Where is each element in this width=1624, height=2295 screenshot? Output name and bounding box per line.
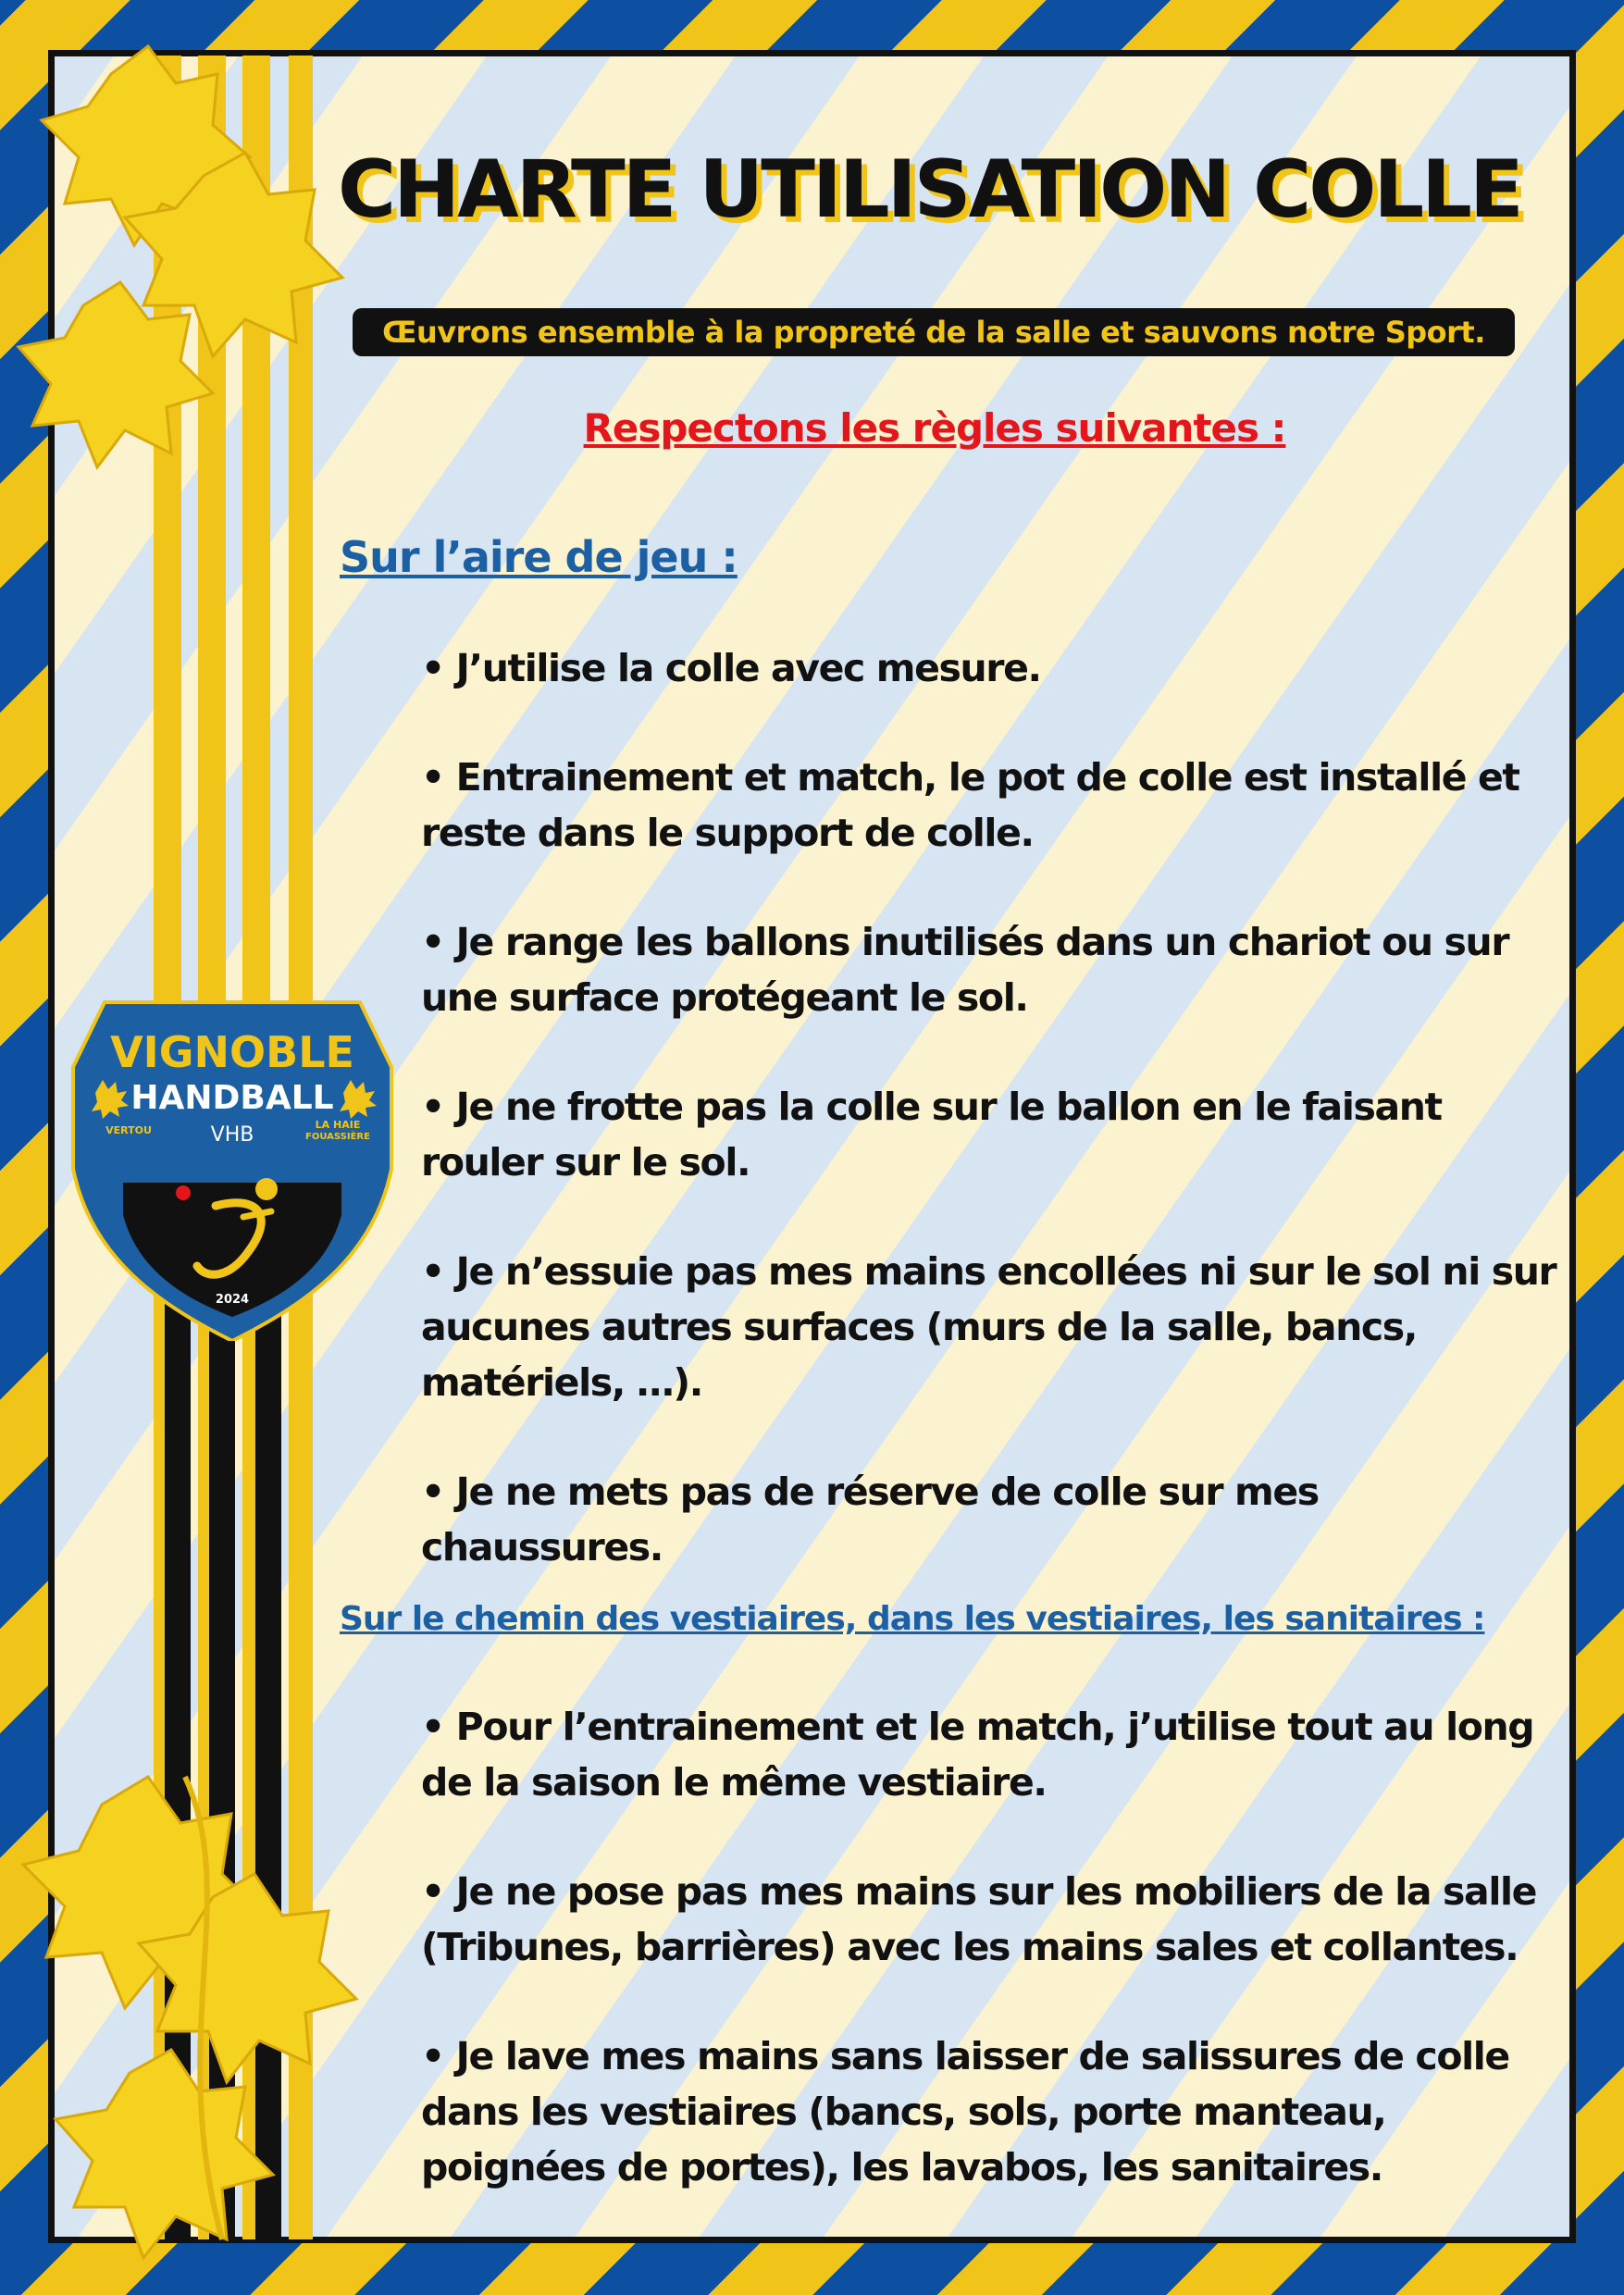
logo-right-town-1: LA HAIE: [315, 1119, 361, 1131]
locker-room-rules-list: [421, 1699, 1541, 2249]
logo-year: 2024: [215, 1293, 250, 1307]
logo-sport: HANDBALL: [130, 1079, 334, 1117]
rules-heading: Respectons les règles suivantes :: [583, 405, 1286, 451]
list-item: • Je range les ballons inutilisés dans un chariot ou sur une surface protégeant le sol.: [421, 920, 1509, 1020]
list-item: • Je ne mets pas de réserve de colle sur mes chaussures.: [421, 1470, 1319, 1569]
list-item: • Pour l’entrainement et le match, j’utilise tout au long de la saison le même vestiaire.: [421, 1705, 1534, 1805]
section-heading-locker-rooms: Sur le chemin des vestiaires, dans les vestiaires, les sanitaires :: [340, 1600, 1485, 1638]
list-item: • Je ne frotte pas la colle sur le ballon en le faisant rouler sur le sol.: [421, 1085, 1442, 1185]
list-item: • Je n’essuie pas mes mains encollées ni sur le sol ni sur aucunes autres surfaces (murs de la salle, bancs, matériels, …).: [421, 1249, 1556, 1405]
tagline-banner: Œuvrons ensemble à la propreté de la salle et sauvons notre Sport.: [353, 308, 1515, 356]
page-title: CHARTE UTILISATION COLLE: [338, 143, 1521, 236]
list-item: • Je ne pose pas mes mains sur les mobiliers de la salle (Tribunes, barrières) avec les mains sales et collantes.: [421, 1869, 1537, 1969]
logo-name: VIGNOBLE: [110, 1027, 354, 1077]
logo-right-town-2: FOUASSIÈRE: [305, 1132, 370, 1142]
vignoble-handball-logo: [68, 984, 397, 1341]
list-item: • Je lave mes mains sans laisser de salissures de colle dans les vestiaires (bancs, sols, porte manteau, poignées de portes), les lavabos, les sanitaires.: [421, 2034, 1509, 2190]
logo-left-town: VERTOU: [105, 1124, 152, 1136]
list-item: • Entrainement et match, le pot de colle est installé et reste dans le support de colle.: [421, 755, 1519, 855]
playing-area-rules-list: [421, 640, 1559, 1629]
list-item: • J’utilise la colle avec mesure.: [421, 646, 1041, 690]
logo-abbr: VHB: [210, 1123, 254, 1147]
section-heading-playing-area: Sur l’aire de jeu :: [340, 532, 738, 582]
